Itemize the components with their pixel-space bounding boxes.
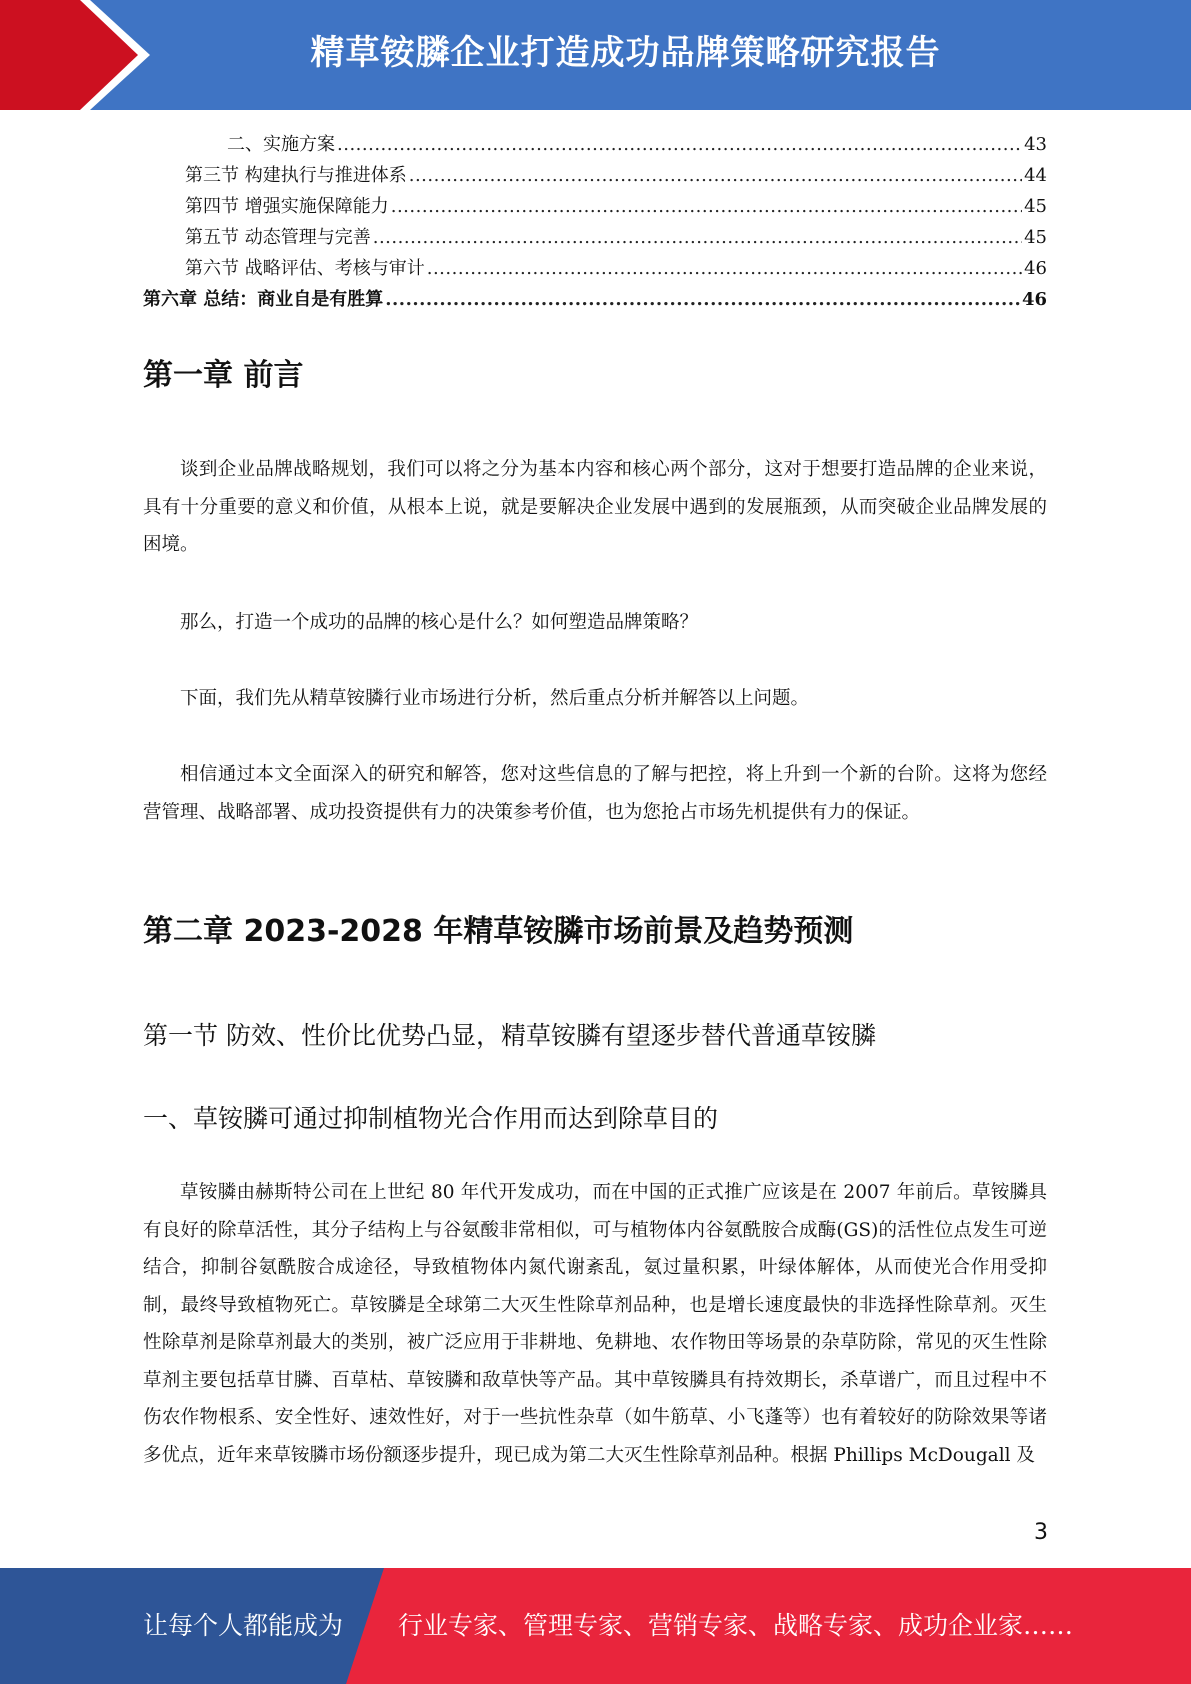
- page-header: [0, 0, 1191, 110]
- toc-leader-dots: [385, 284, 1020, 315]
- toc-entry-text: 第四节 增强实施保障能力: [185, 196, 389, 217]
- toc-entry-page: 45: [1024, 227, 1047, 248]
- toc-entry-text: 二、实施方案: [227, 134, 335, 155]
- toc-entry-text: 第六节 战略评估、考核与审计: [185, 258, 425, 279]
- footer-slogan-left: 让每个人都能成为: [143, 1611, 344, 1640]
- toc-entry[interactable]: [143, 160, 1047, 191]
- header-red-arrow-decoration: [0, 0, 150, 110]
- toc-entry-page: 46: [1024, 258, 1047, 279]
- footer-slogan-right: 行业专家、管理专家、营销专家、战略专家、成功企业家……: [398, 1611, 1074, 1640]
- page-number: 3: [1034, 1520, 1048, 1545]
- toc-entry-text: 第六章 总结：商业自是有胜算: [143, 289, 384, 310]
- toc-leader-dots: [373, 222, 1022, 253]
- toc-entry[interactable]: [143, 129, 1047, 160]
- toc-leader-dots: [391, 191, 1022, 222]
- toc-entry[interactable]: [143, 284, 1047, 315]
- subsection-heading: 一、草铵膦可通过抑制植物光合作用而达到除草目的: [143, 1104, 719, 1133]
- page-footer: [0, 1568, 1191, 1684]
- paragraph: 草铵膦由赫斯特公司在上世纪 80 年代开发成功，而在中国的正式推广应该是在 2007 年前后。草铵膦具有良好的除草活性，其分子结构上与谷氨酸非常相似，可与植物体内谷氨酰胺合成酶(GS)的活性位点发生可逆结合，抑制谷氨酰胺合成途径，导致植物体内氮代谢紊乱，氨过量积累，叶绿体解体，从而使光合作用受抑制，最终导致植物死亡。草铵膦是全球第二大灭生性除草剂品种，也是增长速度最快的非选择性除草剂。灭生性除草剂是除草剂最大的类别，被广泛应用于非耕地、免耕地、农作物田等场景的杂草防除，常见的灭生性除草剂主要包括草甘膦、百草枯、草铵膦和敌草快等产品。其中草铵膦具有持效期长，杀草谱广，而且过程中不伤农作物根系、安全性好、速效性好，对于一些抗性杂草（如牛筋草、小飞蓬等）也有着较好的防除效果等诸多优点，近年来草铵膦市场份额逐步提升，现已成为第二大灭生性除草剂品种。根据 Phillips McDougall 及: [143, 1182, 1047, 1466]
- toc-leader-dots: [337, 129, 1022, 160]
- toc-entry-page: 46: [1021, 289, 1047, 310]
- toc-leader-dots: [427, 253, 1022, 284]
- toc-entry-page: 45: [1024, 196, 1047, 217]
- toc-entry-text: 第三节 构建执行与推进体系: [185, 165, 407, 186]
- paragraph: 相信通过本文全面深入的研究和解答，您对这些信息的了解与把控，将上升到一个新的台阶。这将为您经营管理、战略部署、成功投资提供有力的决策参考价值，也为您抢占市场先机提供有力的保证。: [143, 764, 1047, 823]
- paragraph: 谈到企业品牌战略规划，我们可以将之分为基本内容和核心两个部分，这对于想要打造品牌的企业来说，具有十分重要的意义和价值，从根本上说，就是要解决企业发展中遇到的发展瓶颈，从而突破企业品牌发展的困境。: [143, 459, 1047, 555]
- section-heading: 第一节 防效、性价比优势凸显，精草铵膦有望逐步替代普通草铵膦: [143, 1021, 876, 1050]
- paragraph: 下面，我们先从精草铵膦行业市场进行分析，然后重点分析并解答以上问题。: [180, 688, 810, 709]
- toc-entry-text: 第五节 动态管理与完善: [185, 227, 371, 248]
- chapter-1-heading: 第一章 前言: [143, 358, 304, 393]
- toc-entry-page: 44: [1024, 165, 1047, 186]
- toc-entry-page: 43: [1024, 134, 1047, 155]
- table-of-contents: [143, 129, 1047, 315]
- paragraph: 那么，打造一个成功的品牌的核心是什么？如何塑造品牌策略？: [180, 612, 699, 633]
- toc-entry[interactable]: [143, 191, 1047, 222]
- chapter-2-heading: 第二章 2023-2028 年精草铵膦市场前景及趋势预测: [143, 914, 854, 949]
- toc-leader-dots: [409, 160, 1022, 191]
- report-title: 精草铵膦企业打造成功品牌策略研究报告: [310, 33, 941, 73]
- toc-entry[interactable]: [143, 253, 1047, 284]
- toc-entry[interactable]: [143, 222, 1047, 253]
